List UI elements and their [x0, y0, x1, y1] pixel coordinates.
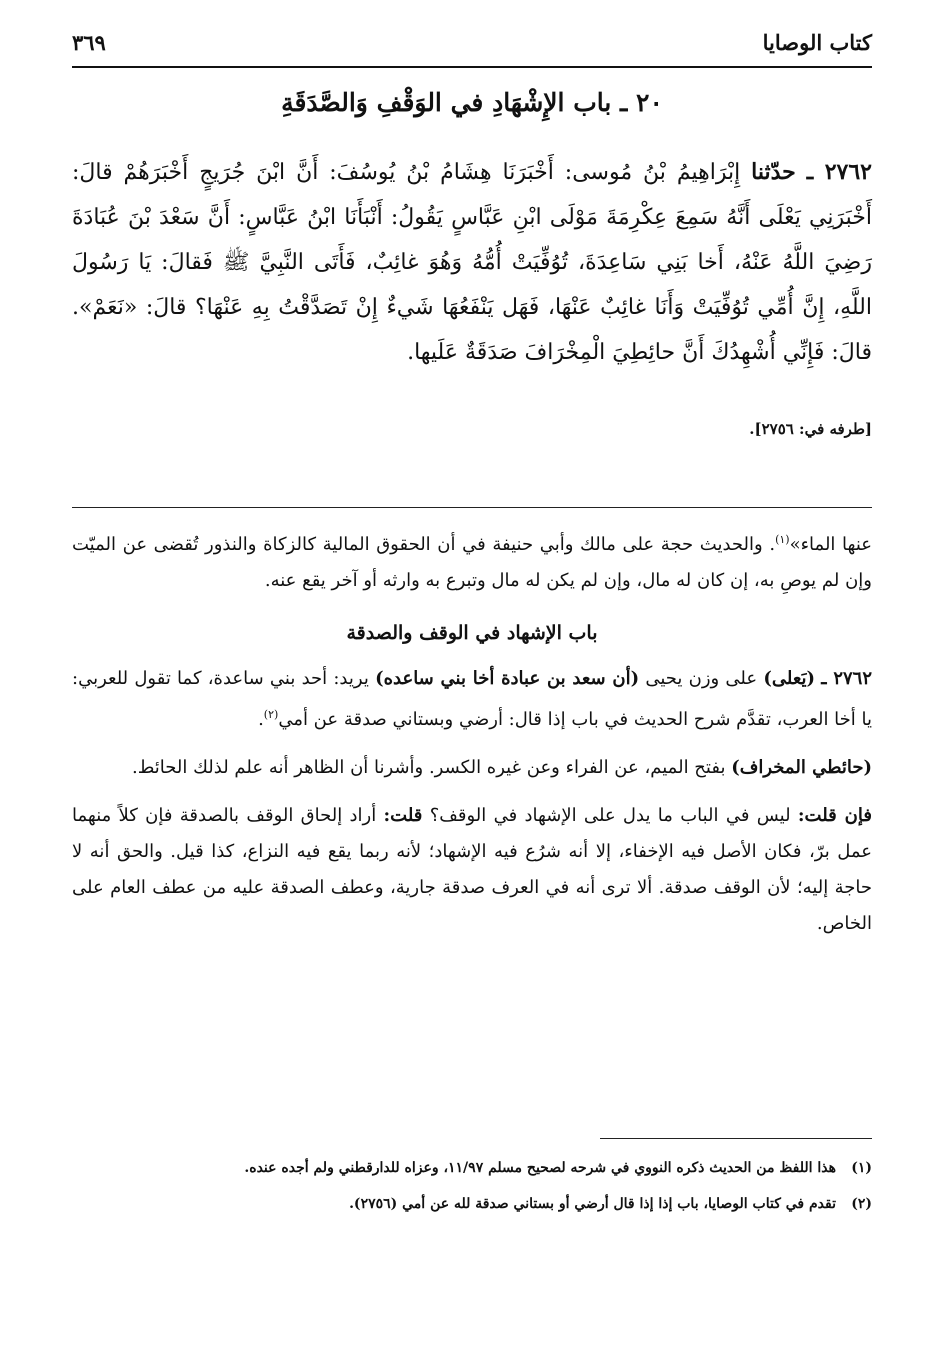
page-number: ٣٦٩ [72, 30, 106, 55]
footnote-ref: (٢) [263, 708, 279, 721]
footnote [72, 1155, 872, 1181]
hadith-body: إِبْرَاهِيمُ بْنُ مُوسى: أَخْبَرَنَا هِشَامُ بْنُ يُوسُفَ: أَنَّ ابْنَ جُرَيجٍ أَخْبَرَهُمْ قالَ: أَخْبَرَنِي يَعْلَى أَنَّهُ سَمِعَ عِكْرِمَةَ مَوْلَى ابْنِ عَبَّاسٍ يَقُولُ: أَنْبَأَنَا ابْنُ عَبَّاسٍ: أَنَّ سَعْدَ بْنَ عُبَادَةَ رَضِيَ اللَّهُ عَنْهُ، أَخا بَنِي سَاعِدَةَ، تُوُفِّيَتْ أُمُّهُ وَهُوَ غائِبٌ، فَأَتَى النَّبِيَّ ﷺ فَقالَ: يَا رَسُولَ اللَّهِ، إِنَّ أُمِّي تُوُفِّيَتْ وَأَنَا غائِبٌ عَنْهَا، فَهَل يَنْفَعُهَا شَيءٌ إِنْ تَصَدَّقْتُ بِهِ عَنْهَا؟ قالَ: «نَعَمْ». قالَ: فَإِنِّي أُشْهِدُكَ أَنَّ حائِطِيَ الْمِخْرَافَ صَدَقَةٌ عَلَيها. [72, 160, 872, 365]
text-run: . والحديث حجة على مالك وأبي حنيفة في أن الحقوق المالية كالزكاة والنذور تُقضى عن الميّت وإن لم يوصِ به، إن كان له مال، وإن لم يكن له مال وتبرع به وارثه أو آخر يقع عنه. [72, 534, 872, 591]
term: (حائطي المخراف) [731, 757, 872, 778]
footnotes [72, 1155, 872, 1227]
cross-reference: [طرفه في: ٢٧٥٦]. [749, 420, 872, 438]
footnote-text: هذا اللفظ من الحديث ذكره النووي في شرحه لصحيح مسلم ١١/٩٧، وعزاه للدارقطني ولم أجده عنده. [244, 1160, 836, 1176]
footnote-number: (٢) [851, 1196, 872, 1212]
commentary [72, 522, 872, 942]
footnote-rule [600, 1138, 872, 1139]
section-divider [72, 507, 872, 508]
term: قلت: [383, 805, 423, 826]
commentary-paragraph [72, 522, 872, 599]
text-run: عنها الماء» [789, 534, 873, 555]
hadith-number: ٢٧٦٢ ـ [806, 159, 872, 185]
text-run: على وزن يحيى [645, 668, 758, 689]
text-run: بفتح الميم، عن الفراء وعن غيره الكسر. وأشرنا أن الظاهر أنه علم لذلك الحائط. [131, 757, 726, 778]
footnote-text: تقدم في كتاب الوصايا، باب إذا إذا قال أرضي أو بستاني صدقة لله عن أمي (٢٧٥٦). [349, 1196, 836, 1212]
commentary-paragraph [72, 750, 872, 786]
commentary-section-title: باب الإشهاد في الوقف والصدقة [346, 622, 598, 644]
footnote [72, 1191, 872, 1217]
term: فإن قلت: [797, 805, 872, 826]
footnote-ref: (١) [775, 533, 790, 546]
text-run: ليس في الباب ما يدل على الإشهاد في الوقف؟ [429, 805, 791, 826]
isnad-label: حدّثنا [751, 159, 796, 185]
hadith-number: ٢٧٦٢ ـ [821, 668, 872, 689]
commentary-paragraph [72, 661, 872, 738]
footnote-number: (١) [851, 1160, 872, 1176]
term: (يَعلى) [763, 668, 816, 689]
running-header [72, 30, 872, 64]
chapter-title: ٢٠ ـ باب الإِشْهَادِ في الوَقْفِ وَالصَّدَقَةِ [281, 88, 663, 117]
commentary-paragraph [72, 798, 872, 942]
text-run: . [258, 709, 264, 730]
text-run: يريد: أحد بني ساعدة، كما تقول للعربي: يا أخا العرب، تقدَّم شرح الحديث في باب إذا قال: أرضي وبستاني صدقة عن أمي [72, 668, 872, 730]
hadith-text [72, 150, 872, 375]
book-title: كتاب الوصايا [762, 30, 872, 55]
text-run: أراد إلحاق الوقف بالصدقة فإن كلاً منهما عمل برّ، فكان الأصل فيه الإخفاء، إلا أنه شرُع فيه الإشهاد؛ لأنه ربما يقع فيه النزاع، كذا قيل. والحق أنه لا حاجة إليه؛ لأن الوقف صدقة. ألا ترى أنه في العرف صدقة جارية، وعطف الصدقة عليه من عطف العام على الخاص. [72, 805, 872, 934]
header-rule [72, 66, 872, 68]
term: (أن سعد بن عبادة أخا بني ساعده) [375, 668, 640, 689]
